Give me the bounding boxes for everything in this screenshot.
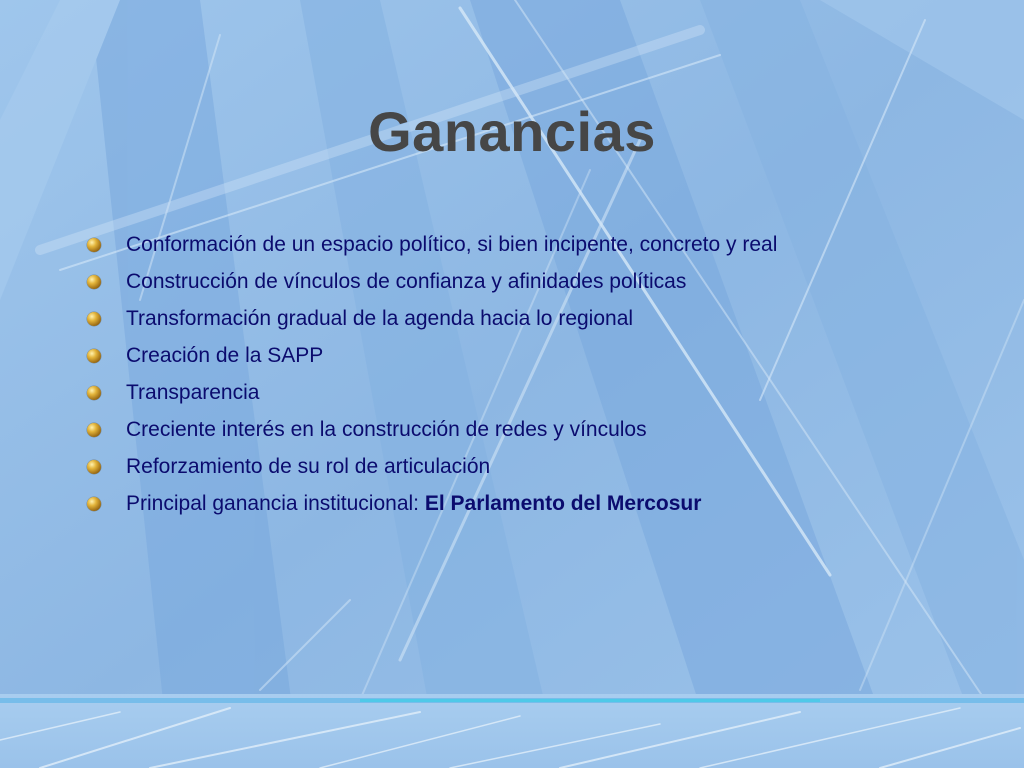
bullet-text: Creación de la SAPP bbox=[126, 344, 324, 367]
bullet-item bbox=[84, 226, 984, 263]
bullet-list bbox=[84, 226, 984, 522]
bullet-text: Principal ganancia institucional: bbox=[126, 492, 425, 515]
bullet-text: Creciente interés en la construcción de redes y vínculos bbox=[126, 418, 647, 441]
bullet-text: Transformación gradual de la agenda hacia lo regional bbox=[126, 307, 634, 330]
bullet-item bbox=[84, 300, 984, 337]
bullet-ball-icon bbox=[87, 275, 101, 289]
bullet-item bbox=[84, 374, 984, 411]
bullet-emphasis-text: El Parlamento del Mercosur bbox=[424, 492, 702, 515]
bullet-ball-icon bbox=[87, 460, 101, 474]
bullet-text: Reforzamiento de su rol de articulación bbox=[126, 455, 491, 478]
bullet-text: Construcción de vínculos de confianza y afinidades políticas bbox=[126, 270, 687, 293]
footer-band bbox=[0, 694, 1024, 768]
bullet-ball-icon bbox=[87, 238, 101, 252]
bullet-item bbox=[84, 263, 984, 300]
bullet-ball-icon bbox=[87, 312, 101, 326]
bullet-ball-icon bbox=[87, 423, 101, 437]
bullet-ball-icon bbox=[87, 386, 101, 400]
bullet-text: Conformación de un espacio político, si bien incipente, concreto y real bbox=[126, 233, 778, 256]
bullet-item bbox=[84, 448, 984, 485]
bullet-ball-icon bbox=[87, 497, 101, 511]
bullet-text: Transparencia bbox=[126, 381, 260, 404]
slide-title: Ganancias bbox=[368, 100, 656, 163]
bullet-item bbox=[84, 337, 984, 374]
bullet-item bbox=[84, 485, 984, 522]
bullet-ball-icon bbox=[87, 349, 101, 363]
bullet-item bbox=[84, 411, 984, 448]
